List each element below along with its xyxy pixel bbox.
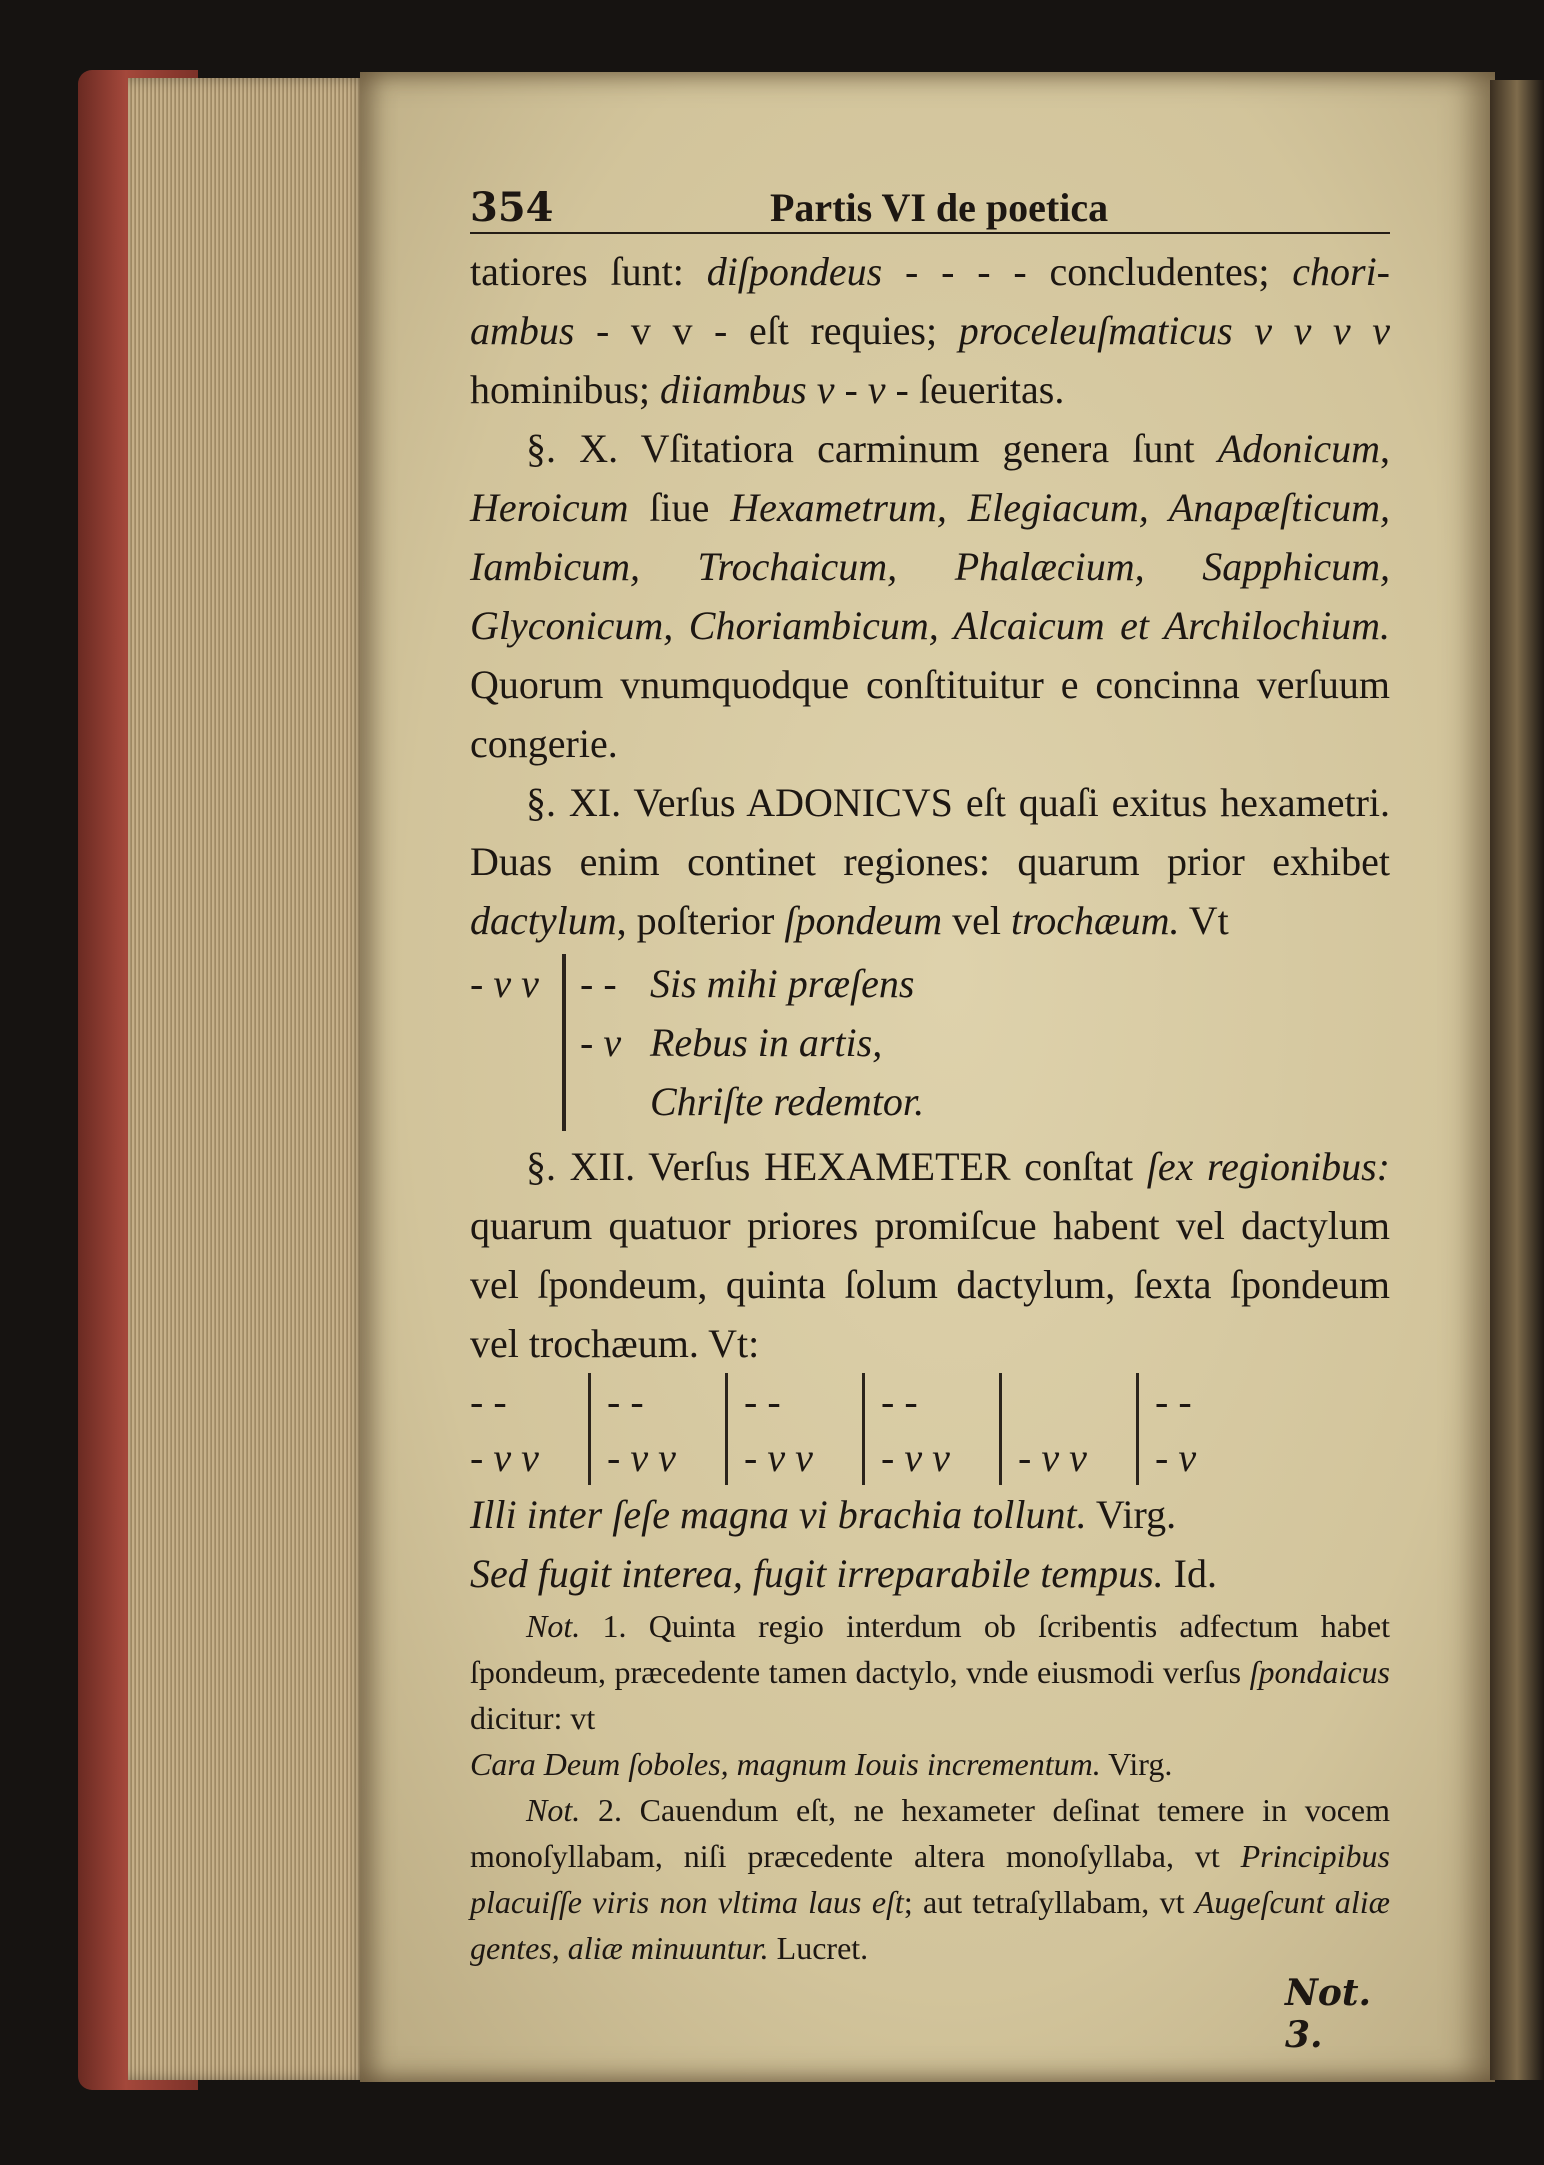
adonic-dactyl: - v v bbox=[470, 961, 539, 1006]
adonic-verse: Chriſte redemtor. bbox=[650, 1079, 925, 1124]
facing-page-edge bbox=[1490, 80, 1544, 2080]
paragraph-11: §. XI. Verſus ADONICVS eſt quaſi exitus hexametri. Duas enim continet regiones: quarum prior exhibet dactylum, poſterior ſpondeum vel trochæum. Vt bbox=[470, 780, 1390, 943]
example-verse: Illi inter ſeſe magna vi brachia tollunt. Virg. bbox=[470, 1492, 1177, 1537]
page-edges bbox=[128, 78, 370, 2080]
page-number: 354 bbox=[470, 184, 554, 231]
book-page bbox=[360, 72, 1495, 2082]
adonic-row: - v Rebus in artis, bbox=[470, 1013, 1390, 1072]
adonic-row bbox=[470, 1072, 1390, 1131]
scansion-divider bbox=[562, 954, 566, 1013]
note-2: Not. 2. Cauendum eſt, ne hexameter deſinat temere in vocem monoſyllabam, niſi præcedente altera monoſyllaba, vt Principibus placuiſſe viris non vltima laus eſt; aut tetraſyllabam, vt Augeſcunt aliæ gentes, aliæ minuuntur. Lucret. bbox=[470, 1792, 1390, 1966]
hexameter-row-bottom: - v v - v v - v v - v v - v v - v bbox=[470, 1429, 1390, 1485]
adonic-row: - v v - - Sis mihi præſens bbox=[470, 954, 1390, 1013]
page-header bbox=[470, 176, 1390, 234]
example-verse: Sed fugit interea, fugit irreparabile tempus. Id. bbox=[470, 1551, 1217, 1596]
adonic-scansion bbox=[470, 954, 1390, 1131]
page-body bbox=[470, 242, 1390, 1971]
note-1: Not. 1. Quinta regio interdum ob ſcribentis adfectum habet ſpondeum, præcedente tamen dactylo, vnde eiusmodi verſus ſpondaicus dicitur: vt bbox=[470, 1608, 1390, 1736]
note-1-example: Cara Deum ſoboles, magnum Iouis incrementum. Virg. bbox=[470, 1746, 1173, 1782]
hexameter-scansion bbox=[470, 1373, 1390, 1485]
catchword: Not. 3. bbox=[1285, 1972, 1372, 2056]
scansion-divider bbox=[562, 1072, 566, 1131]
continuation-line: tatiores ſunt: diſpondeus - - - - concludentes; chori- ambus - v v - eſt requies; proceleuſmaticus v v v v hominibus; diiambus v - v - ſeueritas. bbox=[470, 249, 1391, 412]
paragraph-12: §. XII. Verſus HEXAMETER conſtat ſex regionibus: quarum quatuor priores promiſcue habent vel dactylum vel ſpondeum, quinta ſolum dactylum, ſexta ſpondeum vel trochæum. Vt: bbox=[470, 1144, 1391, 1366]
running-head: Partis VI de poetica bbox=[770, 185, 1109, 230]
adonic-verse: Rebus in artis, bbox=[650, 1020, 883, 1065]
scansion-divider bbox=[562, 1013, 566, 1072]
adonic-verse: Sis mihi præſens bbox=[650, 961, 915, 1006]
hexameter-row-top: - - - - - - - - - - bbox=[470, 1373, 1390, 1429]
paragraph-10: §. X. Vſitatiora carminum genera ſunt Adonicum, Heroicum ſiue Hexametrum, Elegiacum, Anapæſticum, Iambicum, Trochaicum, Phalæcium, Sapphicum, Glyconicum, Choriambicum, Alcaicum et Archilochium. Quorum vnumquodque conſtituitur e concinna verſuum congerie. bbox=[470, 426, 1390, 766]
